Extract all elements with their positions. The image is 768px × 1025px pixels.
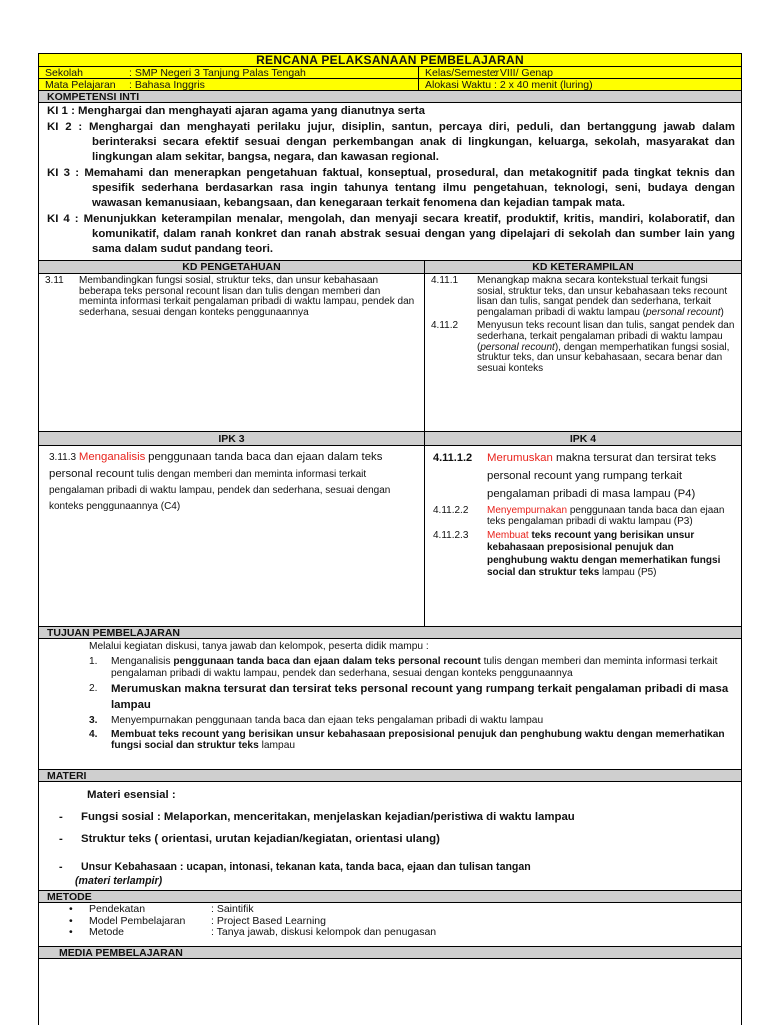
class-label: Kelas/Semester bbox=[425, 67, 500, 79]
kd-header-row bbox=[39, 261, 741, 274]
ki-1: KI 1 : Menghargai dan menghayati ajaran agama yang dianutnya serta bbox=[47, 105, 425, 117]
ipk-41112: 4.11.1.2 Merumuskan makna tersurat dan tersirat teks personal recount yang rumpang terkait pengalaman pribadi di masa lampau (P4) bbox=[433, 452, 717, 500]
section-header-media: MEDIA PEMBELAJARAN bbox=[39, 947, 741, 959]
kd-pengetahuan-cell bbox=[39, 274, 425, 431]
time-label: Alokasi Waktu bbox=[425, 79, 492, 91]
time-value: : 2 x 40 menit (luring) bbox=[494, 79, 593, 91]
kd-4112-text: Menyusun teks recount lisan dan tulis, sangat pendek dan sederhana, terkait pengalaman pribadi di waktu lampau (personal recount), dengan memperhatikan fungsi sosial, struktur teks, dan unsur kebahasaan, secara benar dan sesuai konteks bbox=[477, 320, 735, 374]
section-header-metode: METODE bbox=[39, 891, 741, 903]
ipk4-header: IPK 4 bbox=[569, 433, 597, 445]
ki-2: KI 2 : Menghargai dan menghayati perilaku jujur, disiplin, santun, percaya diri, peduli, dan bertanggung jawab dalam berinteraksi secara efektif sesuai dengan perkembangan anak di lingkungan, keluarga, sekolah, masyarakat dan lingkungan alam sekitar, bangsa, negara, dan kawasan regional. bbox=[47, 121, 736, 163]
kd-4111-num: 4.11.1 bbox=[431, 275, 459, 286]
identity-row-2 bbox=[39, 79, 741, 91]
tujuan-intro: Melalui kegiatan diskusi, tanya jawab dan kelompok, peserta didik mampu : bbox=[89, 641, 429, 652]
materi-item-3: - Unsur Kebahasaan : ucapan, intonasi, tekanan kata, tanda baca, ejaan dan tulisan tangan bbox=[59, 861, 531, 873]
section-header-materi: MATERI bbox=[39, 770, 741, 782]
tujuan-1: 1. Menganalisis penggunaan tanda baca dan ejaan dalam teks personal recount tulis dengan memberi dan meminta informasi terkait pengalaman pribadi di waktu lampau, pendek dan sederhana, sesuai dengan konteks penggunaannya bbox=[89, 656, 718, 679]
subject-label: Mata Pelajaran bbox=[45, 79, 116, 91]
kd-311-num: 3.11 bbox=[45, 275, 64, 286]
ipk3-cell bbox=[39, 446, 425, 626]
school-label: Sekolah bbox=[45, 67, 83, 79]
materi-item-1: - Fungsi sosial : Melaporkan, menceritakan, menjelaskan kejadian/peristiwa di waktu lampau bbox=[59, 811, 575, 823]
metode-row-3: • Metode : Tanya jawab, diskusi kelompok dan penugasan bbox=[69, 926, 437, 938]
metode-row-2: • Model Pembelajaran : Project Based Learning bbox=[69, 914, 326, 927]
metode-row-1: • Pendekatan : Saintifik bbox=[69, 903, 254, 915]
section-header-tujuan: TUJUAN PEMBELAJARAN bbox=[39, 627, 741, 639]
document-title: RENCANA PELAKSANAAN PEMBELAJARAN bbox=[39, 54, 741, 67]
tujuan-4: 4. Membuat teks recount yang berisikan unsur kebahasaan preposisional penujuk dan penghubung waktu dengan memerhatikan fungsi social dan struktur teks lampau bbox=[89, 728, 725, 752]
materi-esensial-label: Materi esensial : bbox=[87, 789, 176, 801]
ipk4-cell bbox=[425, 446, 741, 626]
kd-keterampilan-header: KD KETERAMPILAN bbox=[532, 261, 634, 273]
tujuan-section bbox=[39, 639, 741, 770]
ipk-41123: 4.11.2.3 Membuat teks recount yang berisikan unsur kebahasaan preposisional penujuk dan penghubung waktu dengan memerhatikan fungsi social dan struktur teks lampau (P5) bbox=[433, 530, 721, 579]
school-value: : SMP Negeri 3 Tanjung Palas Tengah bbox=[129, 67, 306, 79]
subject-value: : Bahasa Inggris bbox=[129, 79, 205, 91]
ki-3: KI 3 : Memahami dan menerapkan pengetahuan faktual, konseptual, prosedural, dan metakognitif pada tingkat teknis dan spesifik sederhana berdasarkan rasa ingin tahunya tentang ilmu pengetahuan, teknologi, seni, budaya dengan wawasan kemanusiaan, kebangsaan, dan kenegaraan terkait fenomena dan kejadian tampak mata. bbox=[47, 167, 735, 209]
kd-4111-text: Menangkap makna secara kontekstual terkait fungsi sosial, struktur teks, dan unsur kebahasaan teks recount lisan dan tulis, sangat pendek dan sederhana, terkait pengalaman pribadi di waktu lampau (personal recount) bbox=[477, 275, 728, 318]
materi-item-2: - Struktur teks ( orientasi, urutan kejadian/kegiatan, orientasi ulang) bbox=[59, 833, 440, 845]
ipk-header-row bbox=[39, 432, 741, 446]
ki-4: KI 4 : Menunjukkan keterampilan menalar, mengolah, dan menyaji secara kreatif, produktif, kritis, mandiri, kolaboratif, dan komunikatif, dalam ranah konkret dan ranah abstrak sesuai dengan yang dipelajari di sekolah dan sumber lain yang sama dalam sudut pandang teori. bbox=[47, 213, 736, 255]
ipk-41122: 4.11.2.2 Menyempurnakan penggunaan tanda baca dan ejaan teks pengalaman pribadi di waktu lampau (P3) bbox=[433, 505, 725, 527]
ki-section bbox=[39, 103, 741, 261]
section-header-ki: KOMPETENSI INTI bbox=[39, 91, 741, 103]
tujuan-3: 3. Menyempurnakan penggunaan tanda baca dan ejaan teks pengalaman pribadi di waktu lampau bbox=[89, 715, 544, 727]
tujuan-2: 2. Merumuskan makna tersurat dan tersirat teks personal recount yang rumpang terkait pengalaman pribadi di masa lampau bbox=[89, 683, 729, 712]
lesson-plan-document bbox=[38, 53, 742, 1025]
materi-note: (materi terlampir) bbox=[75, 875, 163, 887]
identity-row-1 bbox=[39, 67, 741, 79]
kd-311-text: Membandingkan fungsi sosial, struktur teks, dan unsur kebahasaan beberapa teks personal recount lisan dan tulis dengan memberi dan meminta informasi terkait pengalaman pribadi di waktu lampau, pendek dan sederhana, sesuai dengan konteks penggunaannya bbox=[79, 275, 415, 318]
kd-pengetahuan-header: KD PENGETAHUAN bbox=[39, 261, 425, 273]
kd-keterampilan-cell bbox=[425, 274, 741, 431]
kd-content-row bbox=[39, 274, 741, 432]
metode-section bbox=[39, 903, 741, 947]
ipk3-header: IPK 3 bbox=[39, 432, 425, 446]
class-value: : VIII/ Genap bbox=[494, 67, 553, 79]
kd-4112-num: 4.11.2 bbox=[431, 320, 459, 332]
ipk-3113: 3.11.3 Menganalisis penggunaan tanda baca dan ejaan dalam teks personal recount tulis dengan memberi dan meminta informasi terkait pengalaman pribadi di waktu lampau, pendek dan sederhana, sesuai dengan konteks penggunaannya (C4) bbox=[49, 451, 391, 512]
materi-section bbox=[39, 782, 741, 891]
ipk-content-row bbox=[39, 446, 741, 627]
